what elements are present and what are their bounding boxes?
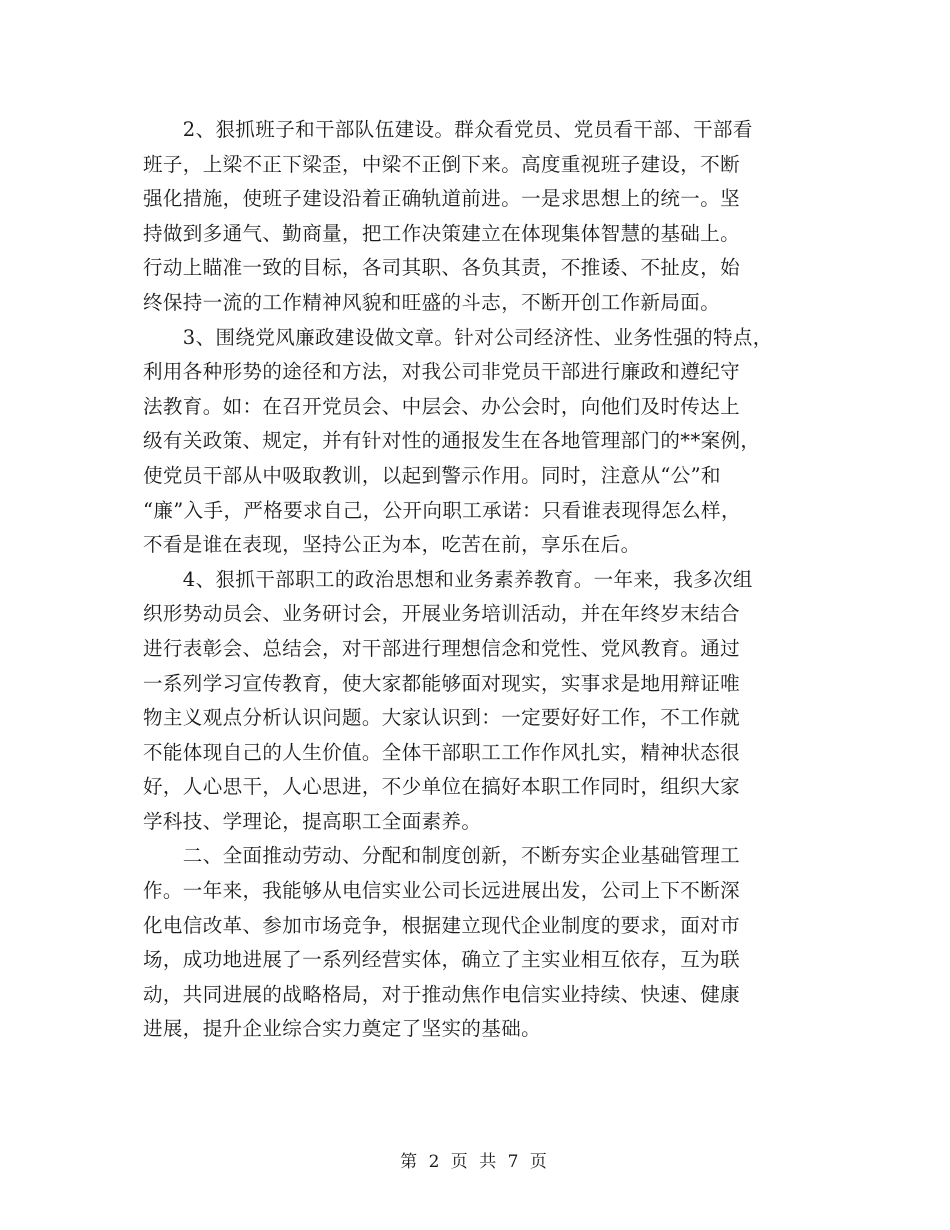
text-line: 不看是谁在表现，坚持公正为本，吃苦在前，享乐在后。 [143,533,641,557]
text-line: 进展，提升企业综合实力奠定了坚实的基础。 [143,1017,542,1041]
text-line: 利用各种形势的途径和方法，对我公司非党员干部进行廉政和遵纪守 [143,360,741,384]
text-line: 班子，上梁不正下梁歪，中梁不正倒下来。高度重视班子建设，不断 [143,152,741,176]
text-line: 使党员干部从中吸取教训，以起到警示作用。同时，注意从“公”和 [143,463,721,487]
paragraph [143,113,823,321]
paragraph [143,321,823,563]
text-line: 终保持一流的工作精神风貌和旺盛的斗志，不断开创工作新局面。 [143,290,721,314]
text-line: 作。一年来，我能够从电信实业公司长远进展出发，公司上下不断深 [143,879,741,903]
text-line: 行动上瞄准一致的目标，各司其职、各负其责，不推诿、不扯皮，始 [143,256,741,280]
text-line: 4、狠抓干部职工的政治思想和业务素养教育。一年来，我多次组 [143,567,753,591]
text-line: 不能体现自己的人生价值。全体干部职工工作作风扎实，精神状态很 [143,740,741,764]
text-line: 学科技、学理论，提高职工全面素养。 [143,809,482,833]
text-line: 进行表彰会、总结会，对干部进行理想信念和党性、党风教育。通过 [143,636,741,660]
page-number-footer: 第 2 页 共 7 页 [400,1152,550,1172]
text-line: 动，共同进展的战略格局，对于推动焦作电信实业持续、快速、健康 [143,982,741,1006]
text-line: 一系列学习宣传教育，使大家都能够面对现实，实事求是地用辩证唯 [143,671,741,695]
text-line: 法教育。如：在召开党员会、中层会、办公会时，向他们及时传达上 [143,394,741,418]
text-line: 织形势动员会、业务研讨会，开展业务培训活动，并在年终岁末结合 [143,602,741,626]
text-line: 3、围绕党风廉政建设做文章。针对公司经济性、业务性强的特点， [143,325,773,349]
paragraph [143,563,823,840]
text-line: 级有关政策、规定，并有针对性的通报发生在各地管理部门的**案例， [143,429,761,453]
text-line: 二、全面推动劳动、分配和制度创新，不断夯实企业基础管理工 [143,844,741,868]
text-line: 2、狠抓班子和干部队伍建设。群众看党员、党员看干部、干部看 [143,118,753,141]
text-line: 强化措施，使班子建设沿着正确轨道前进。一是求思想上的统一。坚 [143,187,741,211]
paragraph [143,839,823,1047]
text-line: 持做到多通气、勤商量，把工作决策建立在体现集体智慧的基础上。 [143,221,741,245]
text-line: 物主义观点分析认识问题。大家认识到：一定要好好工作，不工作就 [143,706,741,730]
text-line: 好，人心思干，人心思进，不少单位在搞好本职工作同时，组织大家 [143,775,741,799]
text-line: 场，成功地进展了一系列经营实体，确立了主实业相互依存，互为联 [143,948,741,972]
text-line: 化电信改革、参加市场竞争，根据建立现代企业制度的要求，面对市 [143,913,741,937]
body-text [143,113,823,1047]
text-line: “廉”入手，严格要求自己，公开向职工承诺：只看谁表现得怎么样， [143,498,741,522]
